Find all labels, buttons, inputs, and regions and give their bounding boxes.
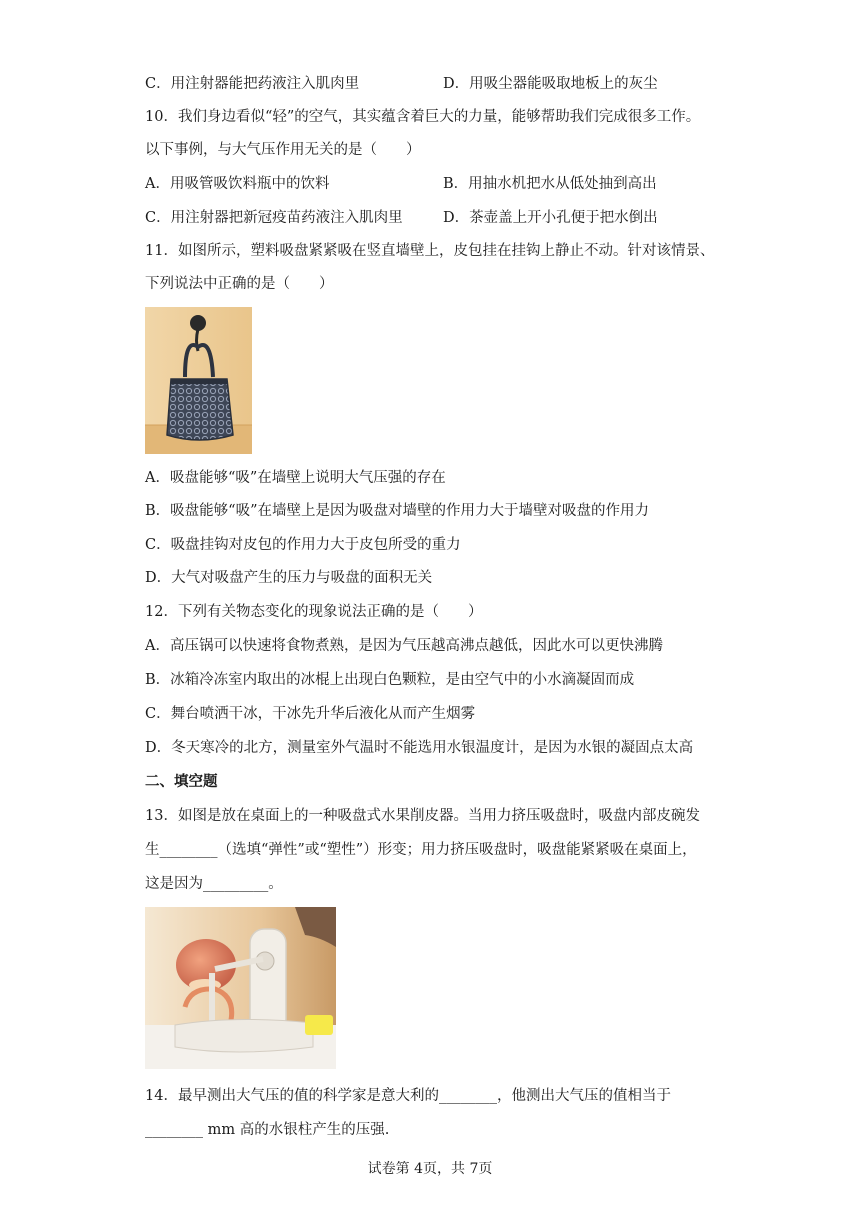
- section-heading-fill-in: 二、填空题: [145, 774, 218, 790]
- q13-line2: 生________（选填“弹性”或“塑性”）形变；用力挤压吸盘时，吸盘能紧紧吸在桌面上，: [145, 842, 697, 858]
- q10-stem-line1: 10．我们身边看似“轻”的空气，其实蕴含着巨大的力量，能够帮助我们完成很多工作。: [145, 109, 701, 125]
- q11-option-d: D．大气对吸盘产生的压力与吸盘的面积无关: [145, 570, 433, 586]
- q11-stem-line2: 下列说法中正确的是（ ）: [145, 276, 334, 292]
- q10-option-b: B．用抽水机把水从低处抽到高出: [443, 176, 657, 192]
- q11-stem-line1: 11．如图所示，塑料吸盘紧紧吸在竖直墙壁上，皮包挂在挂钩上静止不动。针对该情景、: [145, 243, 715, 259]
- q10-option-a: A．用吸管吸饮料瓶中的饮料: [145, 176, 330, 192]
- q10-stem-line2: 以下事例，与大气压作用无关的是（ ）: [145, 142, 421, 158]
- q12-option-a: A．高压锅可以快速将食物煮熟，是因为气压越高沸点越低，因此水可以更快沸腾: [145, 638, 663, 654]
- q10-option-d: D．茶壶盖上开小孔便于把水倒出: [443, 210, 658, 226]
- q13-line3: 这是因为_________。: [145, 876, 283, 892]
- q12-option-d: D．冬天寒冷的北方，测量室外气温时不能选用水银温度计，是因为水银的凝固点太高: [145, 740, 694, 756]
- handbag-suction-hook-image: [145, 307, 252, 454]
- q12-option-b: B．冰箱冷冻室内取出的冰棍上出现白色颗粒，是由空气中的小水滴凝固而成: [145, 672, 635, 688]
- q13-line1: 13．如图是放在桌面上的一种吸盘式水果削皮器。当用力挤压吸盘时，吸盘内部皮碗发: [145, 808, 700, 824]
- q11-option-a: A．吸盘能够“吸”在墙壁上说明大气压强的存在: [145, 470, 446, 486]
- q11-option-b: B．吸盘能够“吸”在墙壁上是因为吸盘对墙壁的作用力大于墙壁对吸盘的作用力: [145, 503, 649, 519]
- page-footer: 试卷第 4页，共 7页: [367, 1161, 493, 1177]
- q14-line1: 14．最早测出大气压的值的科学家是意大利的________，他测出大气压的值相当于: [145, 1088, 671, 1104]
- q12-stem: 12．下列有关物态变化的现象说法正确的是（ ）: [145, 604, 483, 620]
- apple-peeler-image: [145, 907, 336, 1069]
- q9-option-d: D．用吸尘器能吸取地板上的灰尘: [443, 76, 658, 92]
- q14-line2: ________ mm 高的水银柱产生的压强.: [145, 1122, 390, 1138]
- q12-option-c: C．舞台喷洒干冰，干冰先升华后液化从而产生烟雾: [145, 706, 476, 722]
- q10-option-c: C．用注射器把新冠疫苗药液注入肌肉里: [145, 210, 403, 226]
- q9-option-c: C．用注射器能把药液注入肌肉里: [145, 76, 360, 92]
- q11-option-c: C．吸盘挂钩对皮包的作用力大于皮包所受的重力: [145, 537, 461, 553]
